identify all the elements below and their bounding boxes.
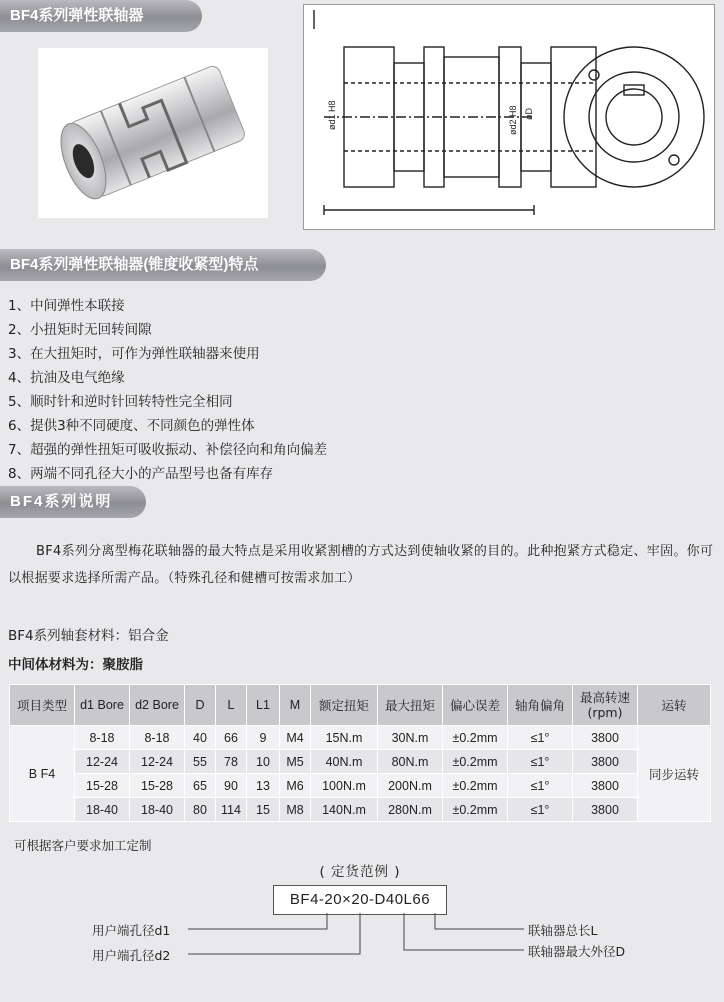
table-cell: 9 xyxy=(247,726,280,750)
column-header: d1 Bore xyxy=(75,685,130,726)
d2-dimension-label: ød2 H8 xyxy=(508,105,518,135)
table-cell: 114 xyxy=(216,798,247,822)
table-cell: M8 xyxy=(280,798,311,822)
table-cell: ±0.2mm xyxy=(443,750,508,774)
order-example-title: ( 定货范例 ) xyxy=(319,864,401,880)
table-cell: 3800 xyxy=(573,774,638,798)
table-cell: ±0.2mm xyxy=(443,774,508,798)
label-d2: 用户端孔径d2 xyxy=(92,948,171,963)
table-cell: ±0.2mm xyxy=(443,726,508,750)
features-title-banner: BF4系列弹性联轴器(锥度收紧型)特点 xyxy=(0,249,326,281)
feature-item: 1、中间弹性本联接 xyxy=(8,298,125,314)
table-cell: 40N.m xyxy=(311,750,378,774)
column-header: 项目类型 xyxy=(10,685,75,726)
table-cell: 80 xyxy=(185,798,216,822)
description-title-banner: BF4系列说明 xyxy=(0,486,146,518)
column-header: 运转 xyxy=(638,685,711,726)
label-total-length: 联轴器总长L xyxy=(528,923,598,938)
feature-item: 6、提供3种不同硬度、不同颜色的弹性体 xyxy=(8,418,255,434)
table-cell: 15 xyxy=(247,798,280,822)
type-cell: B F4 xyxy=(10,726,75,822)
table-cell: M4 xyxy=(280,726,311,750)
table-cell: M6 xyxy=(280,774,311,798)
table-cell: 90 xyxy=(216,774,247,798)
column-header: 最高转速 (rpm) xyxy=(573,685,638,726)
table-cell: 100N.m xyxy=(311,774,378,798)
feature-item: 5、顺时针和逆时针回转特性完全相同 xyxy=(8,394,233,410)
column-header: 额定扭矩 xyxy=(311,685,378,726)
table-cell: ±0.2mm xyxy=(443,798,508,822)
table-cell: 13 xyxy=(247,774,280,798)
custom-note: 可根据客户要求加工定制 xyxy=(14,838,152,853)
table-cell: 30N.m xyxy=(378,726,443,750)
table-cell: 3800 xyxy=(573,750,638,774)
table-cell: 10 xyxy=(247,750,280,774)
table-cell: 65 xyxy=(185,774,216,798)
table-cell: 66 xyxy=(216,726,247,750)
d1-dimension-label: ød1 H8 xyxy=(327,100,337,130)
feature-item: 8、两端不同孔径大小的产品型号也备有库存 xyxy=(8,466,274,482)
table-cell: 8-18 xyxy=(130,726,185,750)
d-dimension-label: øD xyxy=(524,108,534,120)
feature-item: 3、在大扭矩时，可作为弹性联轴器来使用 xyxy=(8,346,260,362)
column-header: L1 xyxy=(247,685,280,726)
feature-item: 2、小扭矩时无回转间隙 xyxy=(8,322,152,338)
table-cell: ≤1° xyxy=(508,726,573,750)
table-cell: 280N.m xyxy=(378,798,443,822)
table-cell: ≤1° xyxy=(508,750,573,774)
table-cell: 78 xyxy=(216,750,247,774)
column-header: 轴角偏角 xyxy=(508,685,573,726)
column-header: d2 Bore xyxy=(130,685,185,726)
table-cell: 8-18 xyxy=(75,726,130,750)
table-cell: 12-24 xyxy=(130,750,185,774)
series-title-banner: BF4系列弹性联轴器 xyxy=(0,0,202,32)
table-cell: ≤1° xyxy=(508,798,573,822)
table-cell: 15N.m xyxy=(311,726,378,750)
table-cell: 80N.m xyxy=(378,750,443,774)
middle-material: 中间体材料为：聚胺脂 xyxy=(8,657,143,673)
table-cell: 3800 xyxy=(573,798,638,822)
sleeve-material: BF4系列轴套材料：铝合金 xyxy=(8,628,169,644)
table-cell: 18-40 xyxy=(130,798,185,822)
column-header: M xyxy=(280,685,311,726)
feature-item: 4、抗油及电气绝缘 xyxy=(8,370,125,386)
feature-item: 7、超强的弹性扭矩可吸收振动、补偿径向和角向偏差 xyxy=(8,442,328,458)
table-cell: 15-28 xyxy=(75,774,130,798)
label-d1: 用户端孔径d1 xyxy=(92,923,171,938)
table-cell: 12-24 xyxy=(75,750,130,774)
table-cell: 140N.m xyxy=(311,798,378,822)
table-cell: 18-40 xyxy=(75,798,130,822)
table-cell: ≤1° xyxy=(508,774,573,798)
table-cell: 15-28 xyxy=(130,774,185,798)
column-header: D xyxy=(185,685,216,726)
table-cell: 40 xyxy=(185,726,216,750)
table-cell: 55 xyxy=(185,750,216,774)
label-outer-diameter: 联轴器最大外径D xyxy=(528,944,626,959)
column-header: 偏心误差 xyxy=(443,685,508,726)
operation-cell: 同步运转 xyxy=(638,726,711,822)
table-cell: 3800 xyxy=(573,726,638,750)
table-cell: 200N.m xyxy=(378,774,443,798)
series-description: BF4系列分离型梅花联轴器的最大特点是采用收紧割槽的方式达到使轴收紧的目的。此种抱紧方式稳定、牢固。你可以根据要求选择所需产品。（特殊孔径和健槽可按需求加工） xyxy=(8,544,714,586)
table-cell: M5 xyxy=(280,750,311,774)
column-header: 最大扭矩 xyxy=(378,685,443,726)
column-header: L xyxy=(216,685,247,726)
order-code: BF4-20×20-D40L66 xyxy=(273,885,447,915)
